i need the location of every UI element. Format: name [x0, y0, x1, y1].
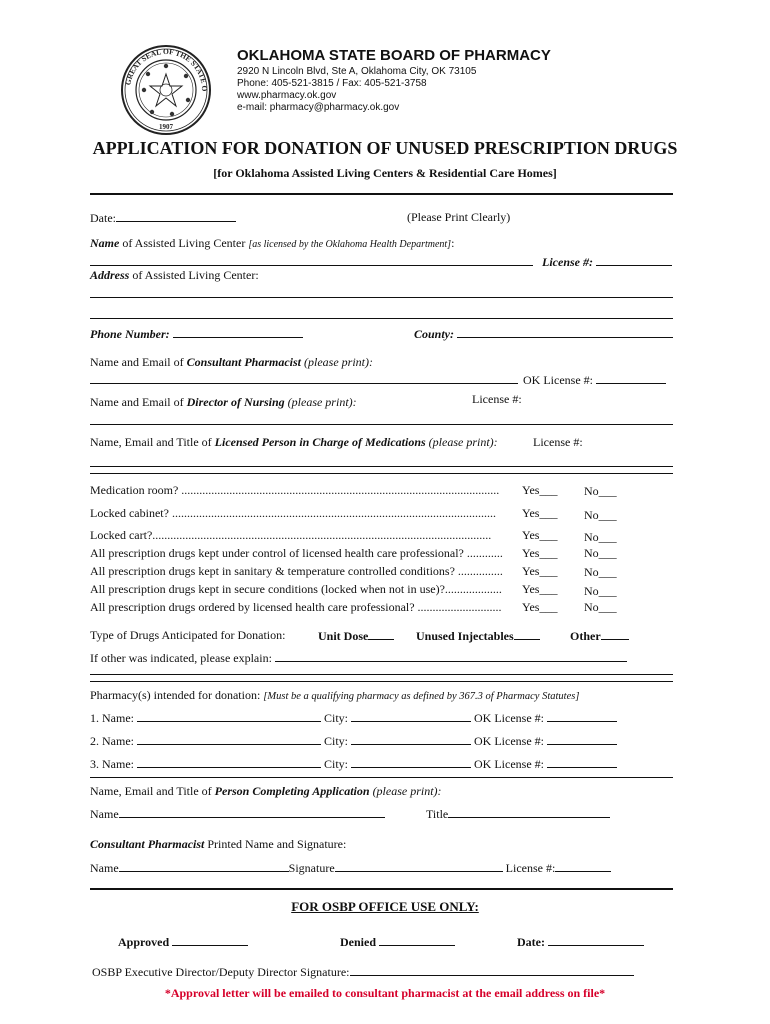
- drug-type-label: Type of Drugs Anticipated for Donation:: [90, 628, 286, 642]
- date-label: Date:: [90, 211, 116, 225]
- board-email[interactable]: e-mail: pharmacy@pharmacy.ok.gov: [237, 102, 400, 113]
- checklist-item: Locked cabinet? ............................................................................................................: [90, 506, 496, 520]
- board-name: OKLAHOMA STATE BOARD OF PHARMACY: [237, 47, 551, 64]
- office-date-field[interactable]: Date:: [517, 934, 644, 950]
- board-website[interactable]: www.pharmacy.ok.gov: [237, 90, 337, 101]
- no-field[interactable]: No___: [584, 546, 617, 560]
- divider: [90, 193, 673, 195]
- checklist-item: All prescription drugs kept in sanitary & temperature controlled conditions? ...............: [90, 564, 503, 578]
- completer-name-field[interactable]: Name: [90, 806, 385, 822]
- seal-text: GREAT SEAL OF THE STATE O: [123, 46, 210, 92]
- yes-field[interactable]: Yes___: [522, 600, 558, 614]
- approved-field[interactable]: Approved: [118, 934, 248, 950]
- checklist-item: All prescription drugs kept under control of licensed health care professional? ............: [90, 546, 503, 560]
- director-signature-field[interactable]: OSBP Executive Director/Deputy Director Signature:: [92, 964, 634, 980]
- pharmacy-row[interactable]: 3. Name: City: OK License #:: [90, 756, 617, 772]
- consultant-label: Name and Email of Consultant Pharmacist (please print):: [90, 355, 373, 369]
- other-option[interactable]: Other: [570, 628, 629, 644]
- unused-injectables-option[interactable]: Unused Injectables: [416, 628, 540, 644]
- consultant-license-field[interactable]: OK License #:: [523, 372, 666, 388]
- yes-field[interactable]: Yes___: [522, 546, 558, 560]
- completer-label: Name, Email and Title of Person Completing Application (please print):: [90, 784, 442, 798]
- pharmacy-row[interactable]: 2. Name: City: OK License #:: [90, 733, 617, 749]
- phone-field[interactable]: Phone Number:: [90, 326, 303, 342]
- divider: [90, 473, 673, 474]
- yes-field[interactable]: Yes___: [522, 528, 558, 542]
- no-field[interactable]: No___: [584, 565, 617, 579]
- signature-label: Consultant Pharmacist Printed Name and Signature:: [90, 837, 347, 851]
- county-field[interactable]: County:: [414, 326, 673, 342]
- completer-title-field[interactable]: Title: [426, 806, 610, 822]
- yes-field[interactable]: Yes___: [522, 582, 558, 596]
- facility-address-label: Address of Assisted Living Center:: [90, 268, 259, 282]
- checklist-item: Medication room? ..........................................................................................................: [90, 483, 500, 497]
- pharmacy-label: Pharmacy(s) intended for donation: [Must be a qualifying pharmacy as defined by 367.3 of Pharmacy Statutes]: [90, 688, 580, 702]
- no-field[interactable]: No___: [584, 584, 617, 598]
- pharmacy-row[interactable]: 1. Name: City: OK License #:: [90, 710, 617, 726]
- divider: [90, 888, 673, 890]
- no-field[interactable]: No___: [584, 530, 617, 544]
- director-field[interactable]: [90, 424, 673, 425]
- explain-field[interactable]: If other was indicated, please explain:: [90, 650, 627, 666]
- facility-name-field[interactable]: [90, 254, 533, 266]
- signature-row[interactable]: Name Signature License #:: [90, 860, 611, 876]
- seal-year: 1907: [159, 123, 173, 131]
- approval-notice: *Approval letter will be emailed to consultant pharmacist at the email address on file*: [164, 986, 606, 1000]
- board-phone: Phone: 405-521-3815 / Fax: 405-521-3758: [237, 78, 427, 89]
- unit-dose-option[interactable]: Unit Dose: [318, 628, 394, 644]
- state-seal: [120, 44, 212, 136]
- divider: [90, 681, 673, 682]
- divider: [90, 777, 673, 778]
- checklist-item: All prescription drugs kept in secure conditions (locked when not in use)?...................: [90, 582, 502, 596]
- denied-field[interactable]: Denied: [340, 934, 455, 950]
- board-address: 2920 N Lincoln Blvd, Ste A, Oklahoma City, OK 73105: [237, 66, 477, 77]
- address-line-1[interactable]: [90, 297, 673, 298]
- director-license-label: License #:: [472, 392, 522, 406]
- licensed-person-license-label: License #:: [533, 435, 583, 449]
- licensed-person-field[interactable]: [90, 466, 673, 467]
- form-subtitle: [for Oklahoma Assisted Living Centers & Residential Care Homes]: [213, 166, 557, 180]
- facility-name-label: Name of Assisted Living Center [as licensed by the Oklahoma Health Department]:: [90, 236, 455, 250]
- date-field[interactable]: [90, 210, 236, 226]
- no-field[interactable]: No___: [584, 484, 617, 498]
- checklist-item: All prescription drugs ordered by licensed health care professional? ............................: [90, 600, 502, 614]
- yes-field[interactable]: Yes___: [522, 506, 558, 520]
- consultant-name-field[interactable]: [90, 372, 518, 384]
- office-heading: FOR OSBP OFFICE USE ONLY:: [291, 899, 479, 914]
- address-line-2[interactable]: [90, 318, 673, 319]
- checklist-item: Locked cart?.................................................................................................................: [90, 528, 492, 542]
- facility-license-field[interactable]: License #:: [542, 254, 672, 270]
- director-label: Name and Email of Director of Nursing (please print):: [90, 395, 357, 409]
- no-field[interactable]: No___: [584, 600, 617, 614]
- yes-field[interactable]: Yes___: [522, 564, 558, 578]
- licensed-person-label: Name, Email and Title of Licensed Person in Charge of Medications (please print):: [90, 435, 498, 449]
- no-field[interactable]: No___: [584, 508, 617, 522]
- print-clearly-note: (Please Print Clearly): [407, 210, 511, 224]
- form-title: APPLICATION FOR DONATION OF UNUSED PRESCRIPTION DRUGS: [92, 138, 678, 158]
- divider: [90, 674, 673, 675]
- yes-field[interactable]: Yes___: [522, 483, 558, 497]
